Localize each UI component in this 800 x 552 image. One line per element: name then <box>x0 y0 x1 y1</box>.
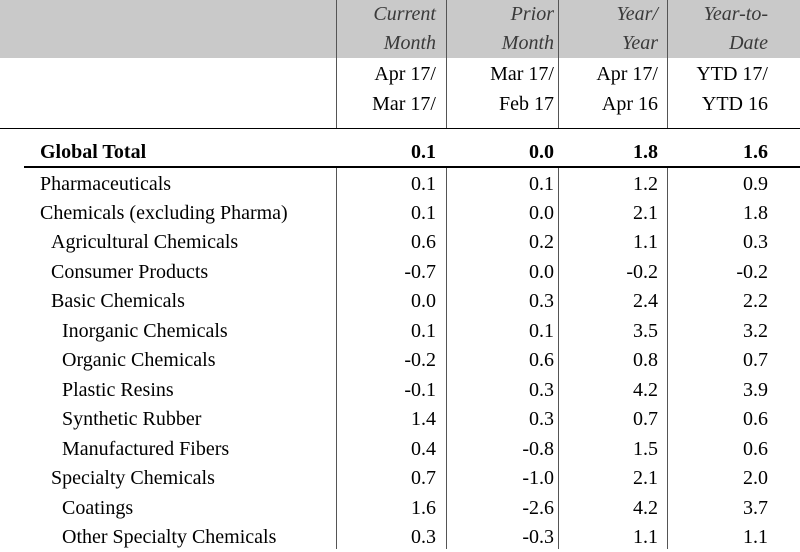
row-label: Agricultural Chemicals <box>51 231 239 253</box>
header-current-line3: Apr 17/ <box>374 63 436 85</box>
cell-current: -0.7 <box>404 261 436 283</box>
cell-current: 0.1 <box>411 202 436 224</box>
row-label: Consumer Products <box>51 261 209 283</box>
cell-yoy: 1.1 <box>633 231 658 253</box>
row-label: Organic Chemicals <box>62 349 216 371</box>
cell-prior: 0.1 <box>529 320 554 342</box>
cell-ytd: 1.8 <box>743 202 768 224</box>
header-divider <box>446 0 447 128</box>
cell-ytd: 3.2 <box>743 320 768 342</box>
cell-ytd: 3.7 <box>743 497 768 519</box>
row-label: Chemicals (excluding Pharma) <box>40 202 288 224</box>
cell-prior: 0.3 <box>529 379 554 401</box>
header-prior-line3: Mar 17/ <box>490 63 554 85</box>
header-ytd-line4: YTD 16 <box>701 93 768 115</box>
header-current-line2: Month <box>383 32 436 54</box>
cell-ytd: 3.9 <box>743 379 768 401</box>
cell-yoy: -0.2 <box>626 261 658 283</box>
total-prior: 0.0 <box>529 141 554 163</box>
cell-current: 0.6 <box>411 231 436 253</box>
cell-ytd: 2.0 <box>743 467 768 489</box>
row-label: Coatings <box>62 497 134 519</box>
total-ytd: 1.6 <box>743 141 768 163</box>
cell-yoy: 1.2 <box>633 173 658 195</box>
cell-ytd: 1.1 <box>743 526 768 548</box>
cell-prior: 0.6 <box>529 349 554 371</box>
header-prior-line1: Prior <box>510 3 554 25</box>
header-ytd-line1: Year-to- <box>703 3 768 25</box>
header-ytd-line2: Date <box>729 32 768 54</box>
header-yoy-line3: Apr 17/ <box>596 63 658 85</box>
cell-ytd: 0.3 <box>743 231 768 253</box>
header-ytd-line3: YTD 17/ <box>696 63 768 85</box>
cell-prior: 0.3 <box>529 408 554 430</box>
body-divider <box>446 168 447 549</box>
cell-current: -0.2 <box>404 349 436 371</box>
cell-current: 0.1 <box>411 173 436 195</box>
cell-prior: -2.6 <box>522 497 554 519</box>
header-yoy-line2: Year <box>622 32 658 54</box>
total-yoy: 1.8 <box>633 141 658 163</box>
cell-ytd: 0.6 <box>743 438 768 460</box>
cell-yoy: 2.1 <box>633 202 658 224</box>
cell-current: 0.4 <box>411 438 436 460</box>
cell-prior: 0.0 <box>529 261 554 283</box>
row-label: Basic Chemicals <box>51 290 185 312</box>
cell-current: 0.3 <box>411 526 436 548</box>
cell-yoy: 0.8 <box>633 349 658 371</box>
cell-yoy: 4.2 <box>633 379 658 401</box>
cell-prior: -0.3 <box>522 526 554 548</box>
cell-prior: 0.0 <box>529 202 554 224</box>
cell-yoy: 4.2 <box>633 497 658 519</box>
cell-yoy: 3.5 <box>633 320 658 342</box>
header-current-line4: Mar 17/ <box>372 93 436 115</box>
cell-yoy: 2.1 <box>633 467 658 489</box>
row-label: Inorganic Chemicals <box>62 320 228 342</box>
header-prior-line2: Month <box>501 32 554 54</box>
header-rule <box>0 128 800 129</box>
total-rule <box>24 166 800 168</box>
cell-prior: 0.3 <box>529 290 554 312</box>
cell-ytd: 2.2 <box>743 290 768 312</box>
cell-current: 0.0 <box>411 290 436 312</box>
total-current: 0.1 <box>411 141 436 163</box>
row-label: Manufactured Fibers <box>62 438 230 460</box>
header-prior-line4: Feb 17 <box>499 93 554 115</box>
cell-prior: 0.2 <box>529 231 554 253</box>
total-label: Global Total <box>40 141 147 163</box>
cell-prior: 0.1 <box>529 173 554 195</box>
cell-prior: -0.8 <box>522 438 554 460</box>
header-yoy-line1: Year/ <box>616 3 658 25</box>
row-label: Specialty Chemicals <box>51 467 215 489</box>
cell-prior: -1.0 <box>522 467 554 489</box>
cell-current: -0.1 <box>404 379 436 401</box>
cell-ytd: 0.9 <box>743 173 768 195</box>
row-label: Other Specialty Chemicals <box>62 526 277 548</box>
row-label: Plastic Resins <box>62 379 174 401</box>
cell-yoy: 1.1 <box>633 526 658 548</box>
cell-current: 0.1 <box>411 320 436 342</box>
cell-current: 0.7 <box>411 467 436 489</box>
header-yoy-line4: Apr 16 <box>601 93 658 115</box>
header-current-line1: Current <box>373 3 436 25</box>
cell-current: 1.6 <box>411 497 436 519</box>
cell-ytd: 0.7 <box>743 349 768 371</box>
row-label: Synthetic Rubber <box>62 408 202 430</box>
cell-current: 1.4 <box>411 408 436 430</box>
cell-yoy: 0.7 <box>633 408 658 430</box>
cell-yoy: 2.4 <box>633 290 658 312</box>
cell-ytd: -0.2 <box>736 261 768 283</box>
cell-ytd: 0.6 <box>743 408 768 430</box>
cell-yoy: 1.5 <box>633 438 658 460</box>
row-label: Pharmaceuticals <box>40 173 172 195</box>
